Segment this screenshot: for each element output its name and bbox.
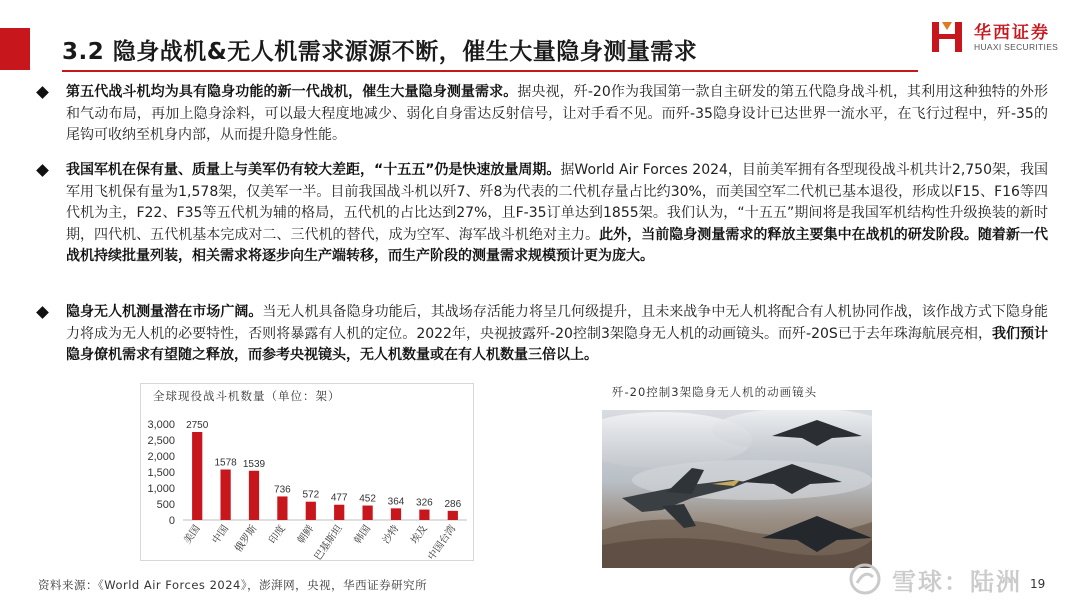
- data-label: 1578: [214, 457, 237, 469]
- x-tick-label: 沙特: [380, 523, 402, 547]
- bar: [391, 508, 401, 520]
- bar: [277, 496, 287, 520]
- diamond-bullet-icon: [36, 86, 49, 99]
- y-tick-label: 1,500: [147, 467, 175, 479]
- bar: [448, 511, 458, 520]
- snowball-logo-icon: [848, 563, 882, 595]
- x-tick-label: 印度: [267, 523, 288, 547]
- watermark-text: 雪球：陆洲: [892, 568, 1022, 596]
- data-label: 2750: [186, 420, 209, 431]
- data-label: 477: [330, 492, 348, 504]
- bullet-text: [66, 82, 1048, 147]
- bar: [192, 432, 202, 520]
- diamond-bullet-icon: [36, 164, 49, 177]
- y-tick-label: 500: [156, 499, 175, 511]
- bullet-point: [38, 302, 1048, 367]
- y-tick-label: 1,000: [147, 483, 175, 495]
- title-divider: [62, 70, 918, 72]
- stealth-drone-illustration: [602, 410, 872, 568]
- bar: [220, 470, 230, 520]
- data-label: 1539: [242, 458, 266, 470]
- huaxi-logo-icon: [930, 18, 964, 54]
- chart-title: 全球现役战斗机数量（单位：架）: [153, 389, 341, 403]
- bullet-bold-tail: 我们预计隐身僚机需求有望随之释放，而参考央视镜头，无人机数量或在有人机数量三倍以上。: [66, 325, 1049, 363]
- x-tick-label: 韩国: [352, 523, 374, 547]
- bullet-text: [66, 302, 1048, 367]
- bullet-bold-lead: 隐身无人机测量潜在市场广阔。: [66, 304, 263, 320]
- title-accent-bar: [0, 28, 30, 70]
- bar: [419, 510, 429, 520]
- x-tick-label: 美国: [182, 523, 203, 547]
- photo-caption: 歼-20控制3架隐身无人机的动画镜头: [612, 385, 818, 399]
- x-tick-label: 朝鲜: [295, 523, 317, 547]
- data-label: 364: [387, 496, 405, 508]
- data-label: 452: [359, 493, 376, 505]
- bullet-bold-tail: 此外，当前隐身测量需求的释放主要集中在战机的研发阶段。随着新一代战机持续批量列装，相关需求将逐步向生产端转移，而生产阶段的测量需求规模预计更为庞大。: [66, 226, 1049, 264]
- page-number: 19: [1030, 577, 1046, 591]
- bullet-point: [38, 82, 1048, 147]
- bullet-bold-lead: 我国军机在保有量、质量上与美军仍有较大差距，“十五五”仍是快速放量周期。: [66, 162, 561, 178]
- x-tick-label: 埃及: [409, 523, 430, 547]
- y-tick-label: 3,000: [147, 419, 175, 431]
- bullet-body: 据World Air Forces 2024，目前美军拥有各型现役战斗机共计2,750架，我国军用飞机保有量为1,578架，仅美军一半。目前我国战斗机以歼7、歼8为代表的二代机存量占比约30%，而美国空军二代机已基本退役，形成以F15、F16等四代机为主，F22、F35等五代机为辅的格局，五代机的占比达到27%，且F-35订单达到1855架。我们认为，“十五五”期间将是我国军机结构性升级换装的新时期，四代机、五代机基本完成对二、三代机的替代，成为空军、海军战斗机绝对主力。: [66, 162, 1049, 243]
- data-label: 286: [444, 498, 462, 510]
- logo-name-cn: 华西证券: [974, 23, 1050, 43]
- fighter-count-chart: [140, 383, 474, 561]
- y-tick-label: 2,500: [147, 435, 175, 447]
- x-tick-label: 巴基斯坦: [312, 523, 345, 562]
- bar-chart-svg: [141, 384, 475, 562]
- company-logo: [930, 18, 1060, 62]
- bullet-body: 据央视，歼-20作为我国第一款自主研发的第五代隐身战斗机，其利用这种独特的外形和气动布局，再加上隐身涂料，可以最大程度地减少、弱化自身雷达反射信号，让对手看不见。而歼-35隐身设计已达世界一流水平，在飞行过程中，歼-35的尾钩可收纳至机身内部，从而提升隐身性能。: [66, 84, 1048, 143]
- bullet-bold-lead: 第五代战斗机均为具有隐身功能的新一代战机，催生大量隐身测量需求。: [66, 84, 518, 100]
- bullet-text: [66, 160, 1048, 268]
- logo-name-en: HUAXI SECURITIES: [974, 42, 1059, 52]
- bar: [306, 502, 316, 520]
- source-note: 资料来源：《World Air Forces 2024》，澎湃网，央视，华西证券研究所: [38, 578, 428, 592]
- data-label: 736: [274, 484, 291, 496]
- x-tick-label: 中国: [210, 523, 232, 547]
- bar: [334, 505, 344, 520]
- y-tick-label: 0: [168, 515, 175, 527]
- bullet-point: [38, 160, 1048, 268]
- j20-and-drones-image: [602, 410, 872, 568]
- page-title: 3.2 隐身战机&无人机需求源源不断，催生大量隐身测量需求: [62, 39, 698, 65]
- y-tick-label: 2,000: [147, 451, 175, 463]
- diamond-bullet-icon: [36, 306, 49, 319]
- bullet-body: 当无人机具备隐身功能后，其战场存活能力将呈几何级提升，且未来战争中无人机将配合有人机协同作战，该作战方式下隐身能力将成为无人机的必要特性，否则将暴露有人机的定位。2022年，央视披露歼-20控制3架隐身无人机的动画镜头。而歼-20S已于去年珠海航展亮相，: [66, 304, 1048, 342]
- x-tick-label: 俄罗斯: [233, 523, 260, 555]
- data-label: 326: [416, 497, 433, 509]
- bar: [362, 506, 372, 520]
- data-label: 572: [302, 489, 320, 501]
- x-tick-label: 中国台湾: [426, 523, 459, 562]
- bar: [249, 471, 259, 520]
